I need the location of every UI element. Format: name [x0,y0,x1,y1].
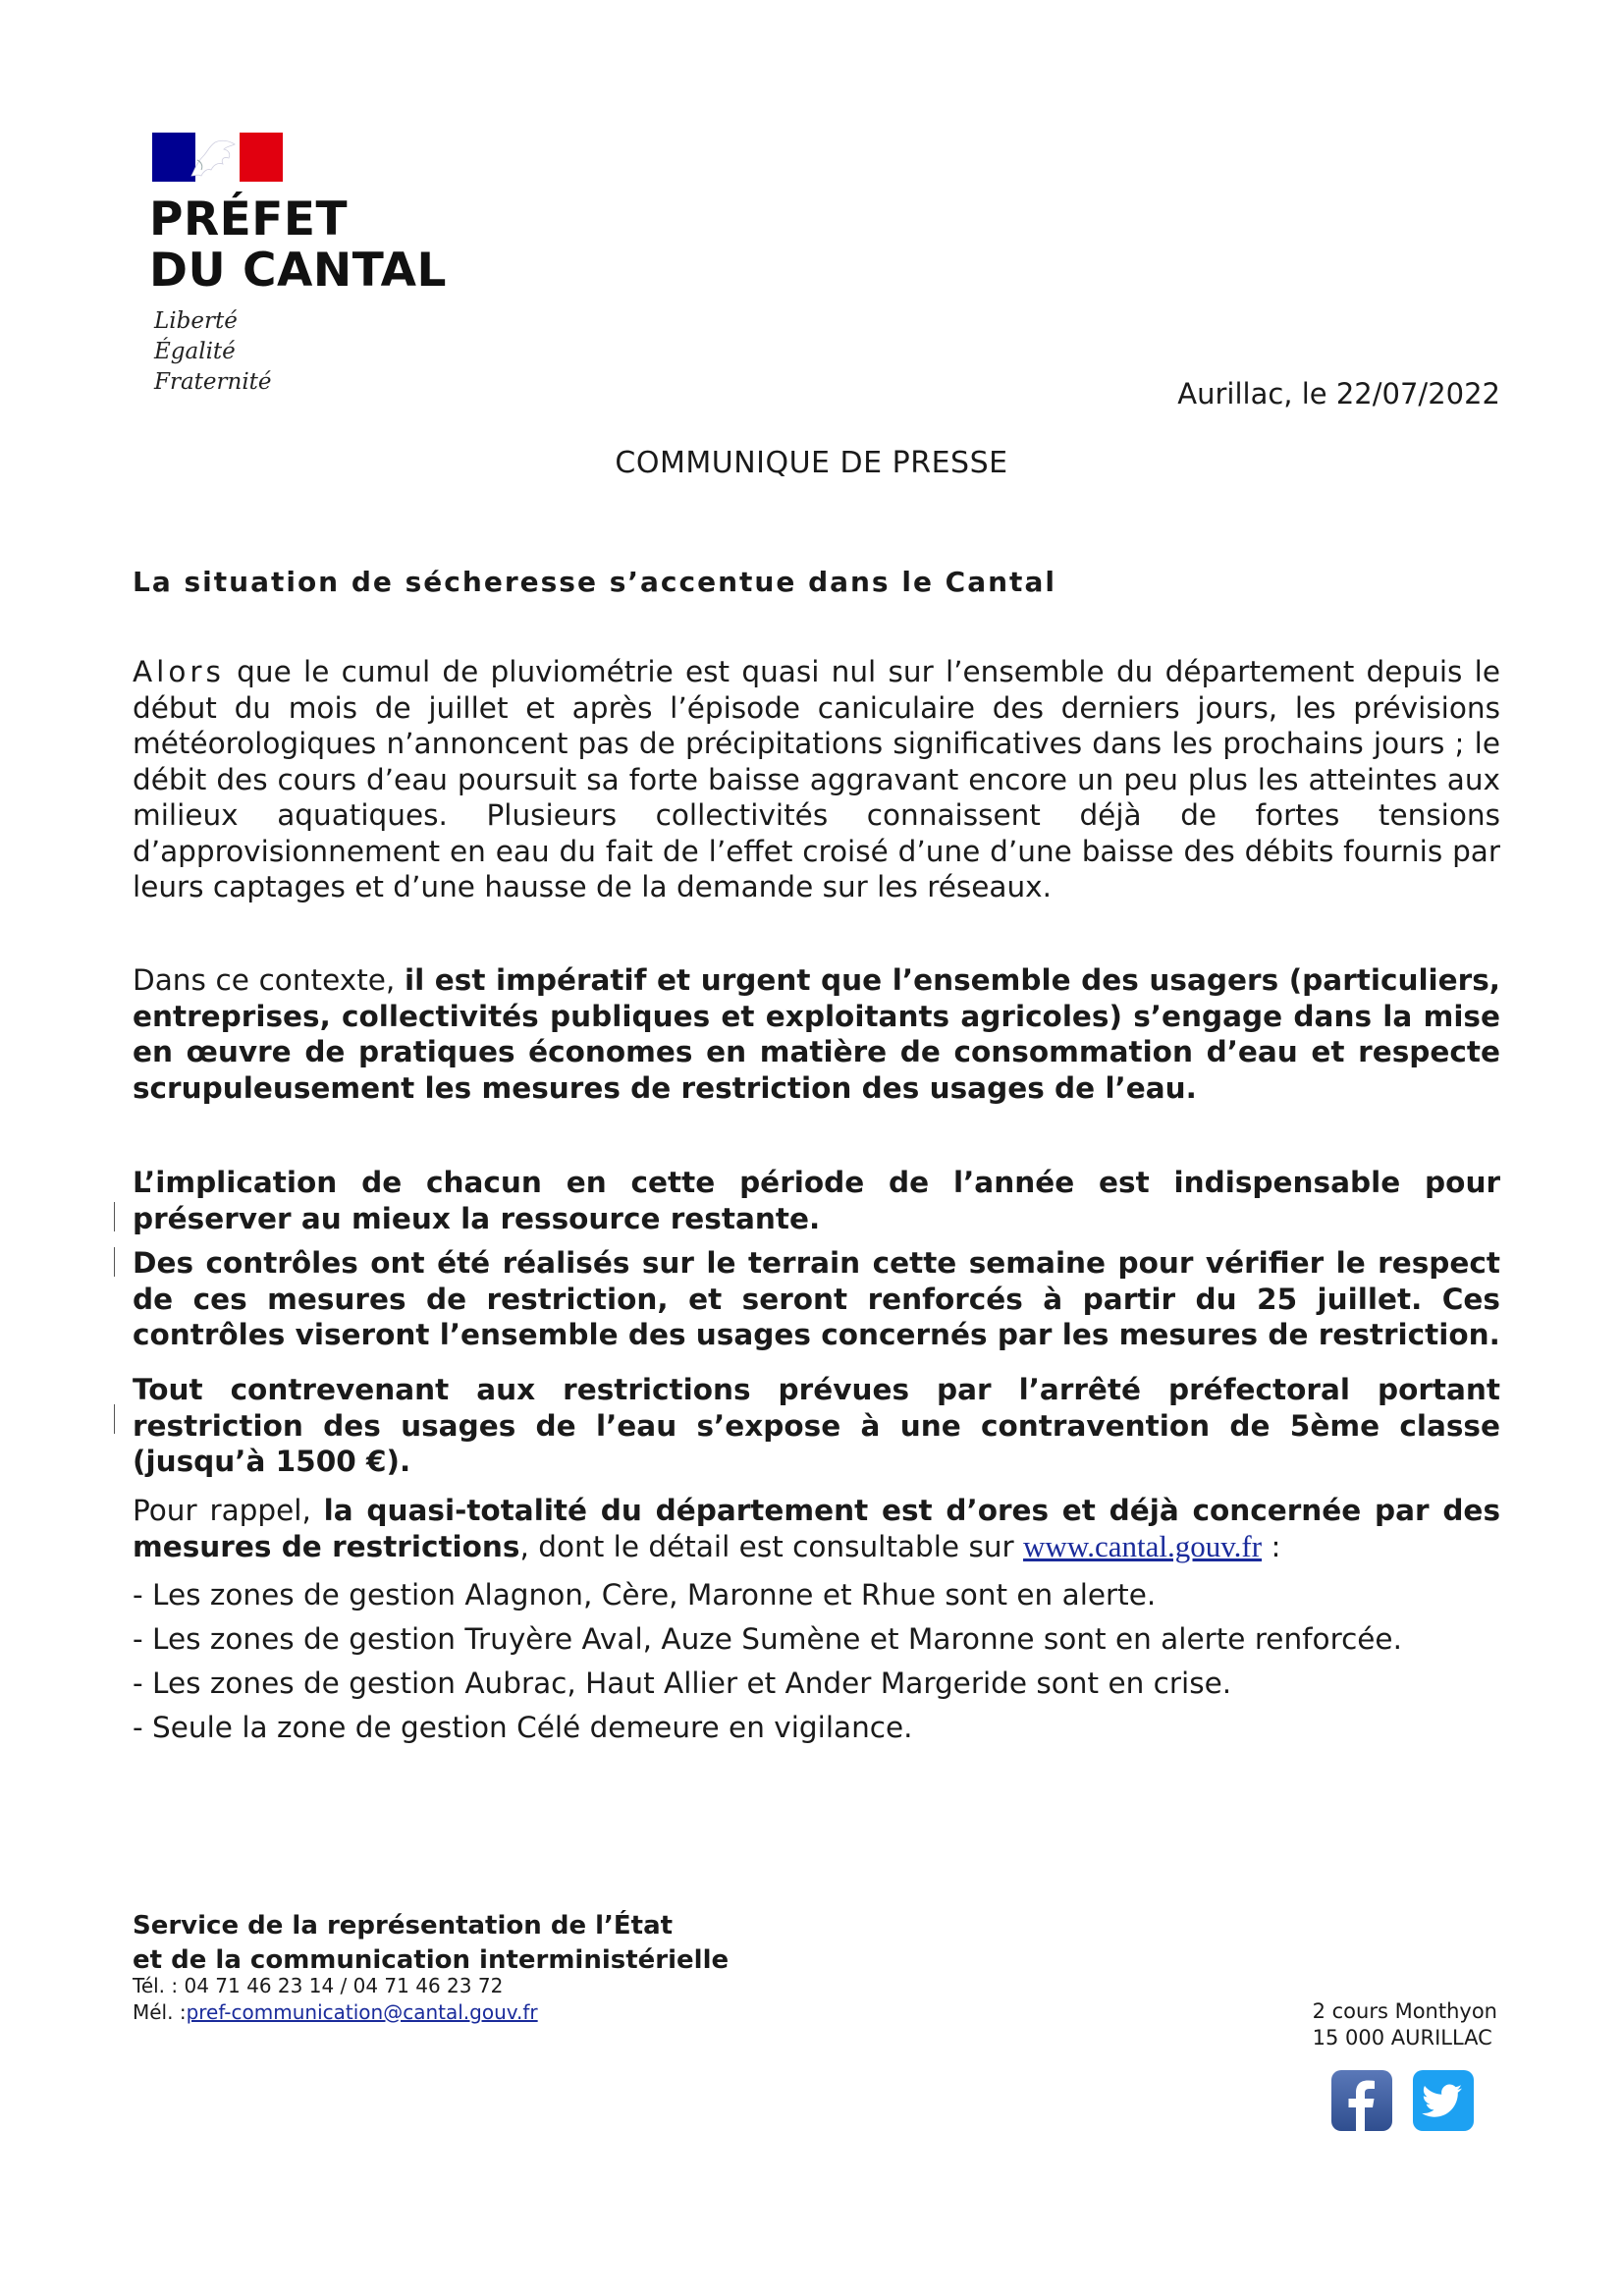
footer-contact [133,1973,538,2026]
paragraph-lead: Pour rappel, [133,1494,324,1527]
paragraph-appeal [133,962,1500,1106]
paragraph-reminder [133,1493,1500,1564]
paragraph-penalty: Tout contrevenant aux restrictions prévues par l’arrêté préfectoral portant restriction des usages de l’eau s’expose à une contravention de 5ème classe (jusqu’à 1500 €). [133,1373,1500,1478]
list-item: - Les zones de gestion Truyère Aval, Auze Sumène et Maronne sont en alerte renforcée. [133,1622,1402,1656]
paragraph-mid: , dont le détail est consultable sur [519,1529,1024,1563]
paragraph-tail: : [1262,1529,1281,1563]
headline: La situation de sécheresse s’accentue dans le Cantal [133,566,1056,598]
service-line-1: Service de la représentation de l’État [133,1911,674,1941]
facebook-icon[interactable] [1329,2068,1394,2133]
paragraph-lead: Dans ce contexte, [133,963,405,997]
motto-liberte: Liberté [154,308,238,334]
motto-fraternite: Fraternité [154,369,272,395]
footer-address [1313,1998,1497,2051]
paragraph-first-word: Alors [133,655,225,688]
list-item: - Les zones de gestion Alagnon, Cère, Maronne et Rhue sont en alerte. [133,1578,1157,1612]
republic-motto [154,306,272,398]
zones-list [133,1573,1402,1750]
prefect-title [149,194,447,297]
address-line-2: 15 000 AURILLAC [1312,2026,1492,2050]
list-item: - Les zones de gestion Aubrac, Haut Allier et Ander Margeride sont en crise. [133,1667,1232,1700]
cantal-website-link[interactable]: www.cantal.gouv.fr [1023,1528,1263,1563]
paragraph-bold: il est impératif et urgent que l’ensemble des usagers (particuliers, entreprises, collectivités publiques et exploitants agricoles) s’engage dans la mise en œuvre de pratiques économes en matière de consommation d’eau et respecte scrupuleusement les mesures de restriction des usages de l’eau. [133,963,1500,1105]
paragraph-involvement: L’implication de chacun en cette période de l’année est indispensable pour préserver au mieux la ressource restante. [133,1166,1500,1235]
paragraph-context [133,654,1500,905]
mail-link[interactable]: pref-communication@cantal.gouv.fr [186,2000,538,2024]
revision-bar [114,1404,115,1434]
list-item: - Seule la zone de gestion Célé demeure en vigilance. [133,1711,913,1744]
authority-line-2: DU CANTAL [149,244,447,298]
paragraph-text: que le cumul de pluviométrie est quasi nul sur l’ensemble du département depuis le début du mois de juillet et après l’épisode caniculaire des derniers jours, les prévisions météorologiques n’annoncent pas de précipitations significatives dans les prochains jours ; le débit des cours d’eau poursuit sa forte baisse aggravant encore un peu plus les atteintes aux milieux aquatiques. Plusieurs collectivités connaissent déjà de fortes tensions d’approvisionnement en eau du fait de l’effet croisé d’une d’une baisse des débits fournis par leurs captages et d’une hausse de la demande sur les réseaux. [133,655,1500,903]
date-line: Aurillac, le 22/07/2022 [1177,377,1500,410]
footer-service [133,1909,729,1978]
revision-bar [114,1247,115,1277]
service-line-2: et de la communication interministérielle [133,1945,730,1975]
mail-label: Mél. : [133,2000,187,2024]
paragraph-controls: Des contrôles ont été réalisés sur le terrain cette semaine pour vérifier le respect de ces mesures de restriction, et seront renforcés à partir du 25 juillet. Ces contrôles viseront l’ensemble des usages concernés par les mesures de restriction. [133,1246,1500,1351]
phone-line: Tél. : 04 71 46 23 14 / 04 71 46 23 72 [133,1974,504,1997]
paragraph-bold: la quasi-totalité du département est d’ores et déjà concernée par des mesures de restrictions [133,1494,1500,1563]
address-line-1: 2 cours Monthyon [1312,1999,1497,2023]
authority-line-1: PRÉFET [149,192,349,246]
revision-bar [114,1202,115,1231]
twitter-icon[interactable] [1411,2068,1476,2133]
marianne-logo [152,133,283,182]
document-type: COMMUNIQUE DE PRESSE [615,446,1008,480]
mail-line [133,1999,538,2026]
motto-egalite: Égalité [154,339,236,364]
